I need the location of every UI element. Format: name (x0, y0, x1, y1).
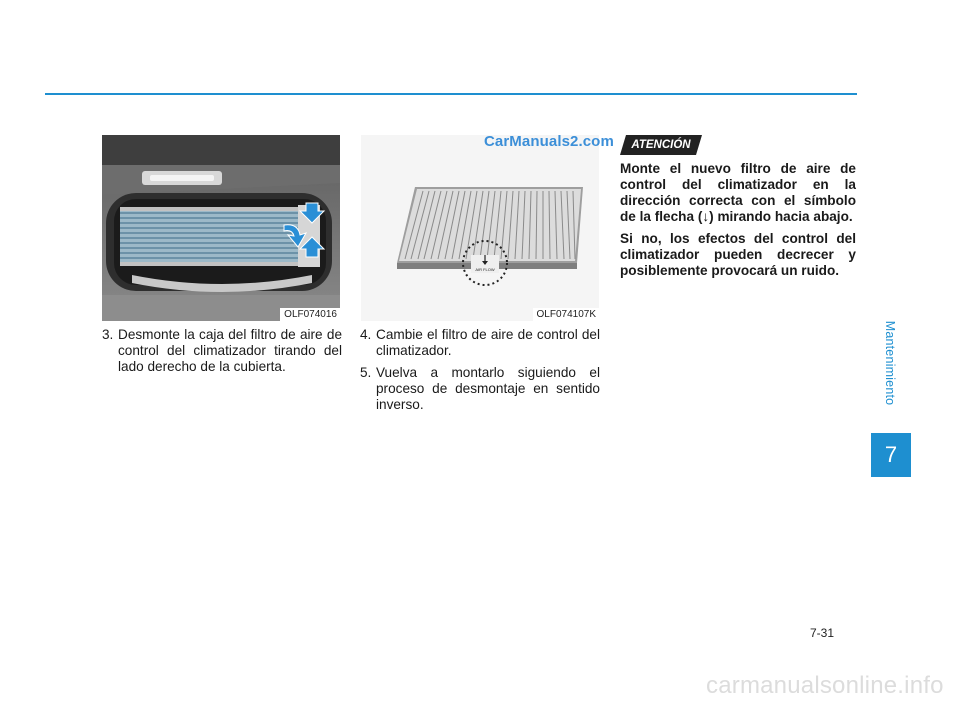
section-label (880, 300, 900, 425)
section-label-text: Mantenimiento (883, 320, 897, 405)
chapter-tab: 7 (871, 433, 911, 477)
step-number: 3. (102, 327, 114, 342)
air-filter-illustration (361, 135, 599, 321)
step-text: Vuelva a montarlo siguiendo el proceso de desmontaje en sentido inverso. (376, 365, 600, 412)
watermark-bottom[interactable]: carmanualsonline.info (706, 672, 944, 699)
cabin-filter-removal-illustration (102, 135, 340, 321)
step-number: 5. (360, 365, 372, 380)
top-divider (45, 93, 857, 95)
steps-left (102, 327, 342, 381)
figure-code: OLF074016 (280, 308, 340, 321)
page-number: 7-31 (810, 626, 835, 640)
figure-air-filter (361, 135, 599, 321)
attention-label: ATENCIÓN (631, 139, 691, 151)
step-item (360, 327, 600, 359)
step-item (360, 365, 600, 413)
attention-paragraph: Monte el nuevo filtro de aire de control del climatizador en la dirección correcta con el símbolo de la flecha (↓) mirando hacia abajo. (620, 161, 856, 224)
attention-badge (620, 135, 702, 155)
figure-code: OLF074107K (533, 308, 600, 321)
filter-mark: AIR FLOW (475, 267, 495, 272)
watermark-top[interactable]: CarManuals2.com (484, 133, 614, 150)
step-text: Cambie el filtro de aire de control del climatizador. (376, 327, 600, 358)
step-text: Desmonte la caja del filtro de aire de control del climatizador tirando del lado derecho de la cubierta. (118, 327, 342, 374)
attention-text (620, 161, 856, 285)
attention-paragraph: Si no, los efectos del control del climatizador pueden decrecer y posiblemente provocará un ruido. (620, 231, 856, 278)
step-item (102, 327, 342, 375)
figure-filter-removal (102, 135, 340, 321)
step-number: 4. (360, 327, 372, 342)
steps-middle (360, 327, 600, 419)
